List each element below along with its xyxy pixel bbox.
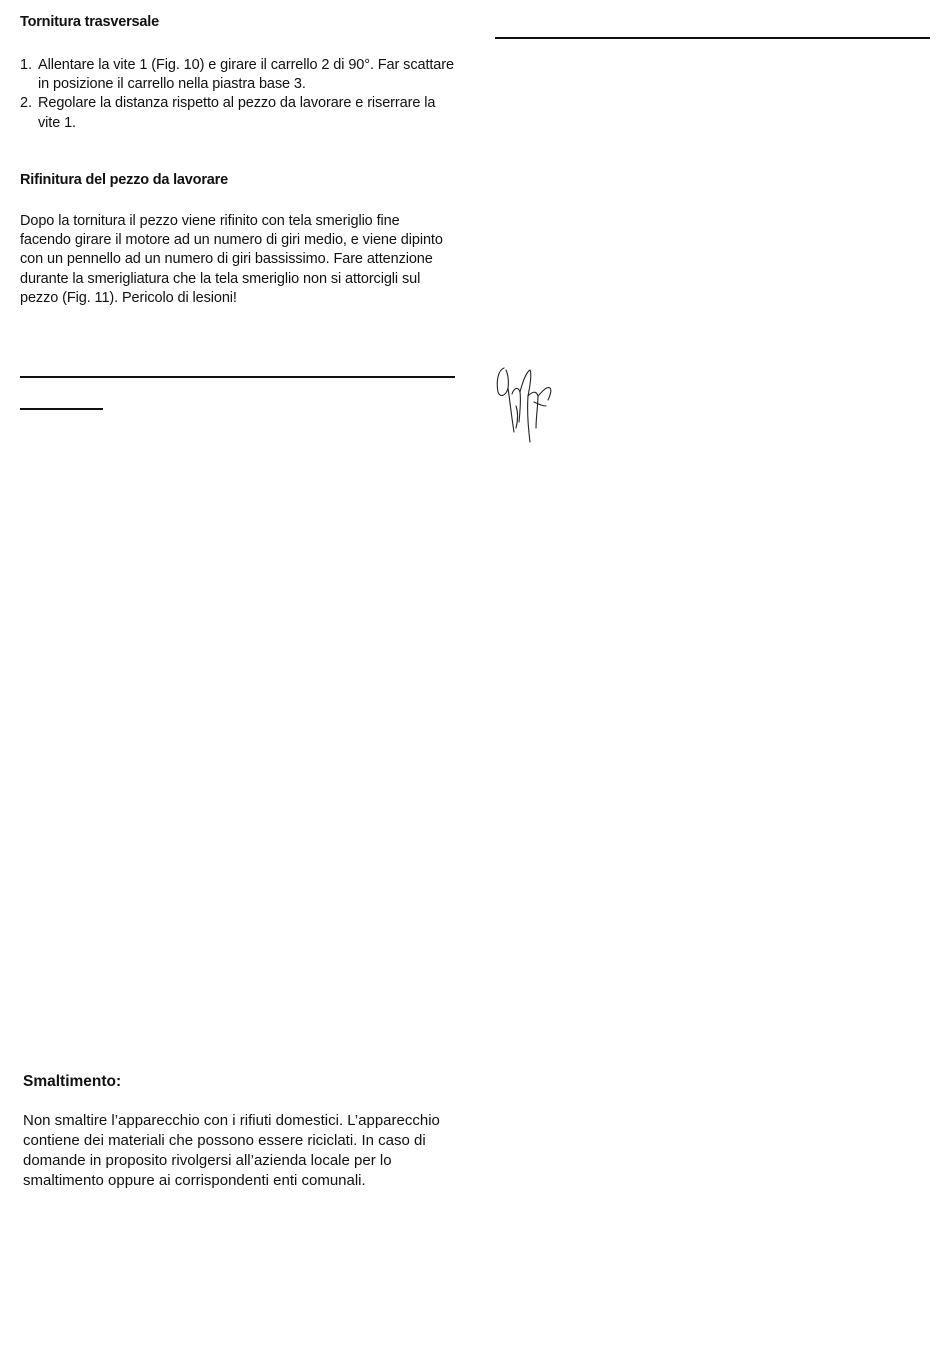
divider-right [495, 37, 930, 39]
heading-rifinitura: Rifinitura del pezzo da lavorare [20, 172, 228, 188]
step-number: 2. [20, 95, 32, 112]
divider-short [20, 408, 103, 410]
heading-smaltimento: Smaltimento: [23, 1073, 122, 1090]
step-text: Regolare la distanza rispetto al pezzo da lavorare e riserrare la vite 1. [38, 95, 436, 131]
step-text: Allentare la vite 1 (Fig. 10) e girare il carrello 2 di 90°. Far scattare in posizione il carrello nella piastra base 3. [38, 57, 454, 93]
divider-left [20, 376, 455, 378]
step-number: 1. [20, 57, 32, 73]
paragraph-rifinitura: Dopo la tornitura il pezzo viene rifinito con tela smeriglio fine facendo girare il motore ad un numero di giri medio, e viene dipinto con un pennello ad un numero di giri bassissimo. Fare attenzione durante la smerigliatura che la tela smeriglio non si attorcigli sul pezzo (Fig. 11). Pericolo di lesioni! [20, 213, 443, 306]
paragraph-smaltimento: Non smaltire l’apparecchio con i rifiuti domestici. L’apparecchio contiene dei materiali che possono essere riciclati. In caso di domande in proposito rivolgersi all’azienda locale per lo smaltimento oppure ai corrispondenti enti comunali. [23, 1112, 440, 1189]
signature-icon [490, 362, 562, 446]
heading-tornitura-trasversale: Tornitura trasversale [20, 14, 159, 30]
steps-list [20, 56, 460, 133]
list-item [20, 94, 460, 132]
list-item [20, 56, 460, 94]
